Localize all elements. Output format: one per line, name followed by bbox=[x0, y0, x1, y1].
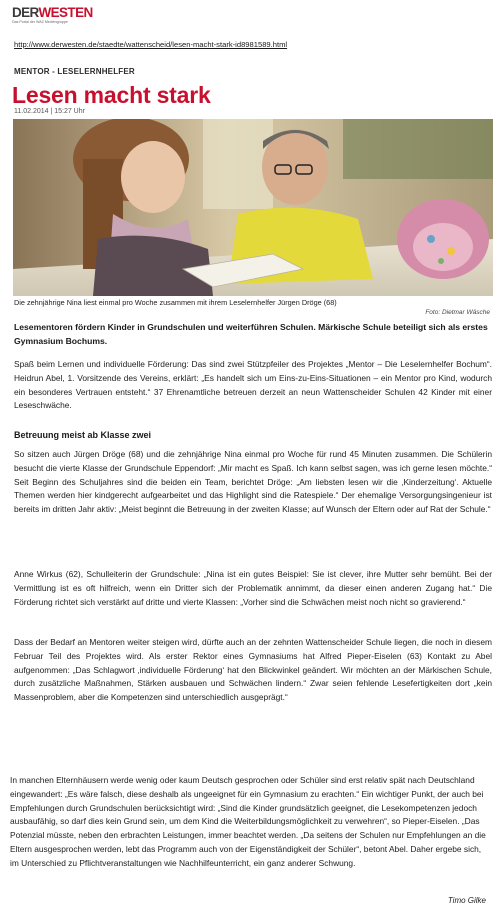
paragraph-5: In manchen Elternhäusern werde wenig oder kaum Deutsch gesprochen oder Schüler sind erst relativ spät nach Deutschland eingewandert: „Es wäre falsch, diese deshalb als ungeeignet für ein Gymnasium zu erachten.“ Ein wichtiger Punkt, der auch bei Empfehlungen durch Grundschulen berücksichtigt wird: „Sind die Kinder grundsätzlich geeignet, die Lesekompetenzen jedoch ausbaufähig, so darf dies kein Grund sein, um dem Kind die Weiterbildungsmöglichkeit zu verwehren“, so Pieper-Eiselen. „Das Potenzial müsste, neben den erbrachten Leistungen, immer beachtet werden. „Da seitens der Schulen nur Empfehlungen an die Eltern ausgesprochen werden, lebt das Programm auch von der Eigenständigkeit der Schüler“, betont Abel. Daher ergebe sich, im Unterschied zu Pflichtveranstaltungen wie Nachhilfeunterricht, ein ganz anderer Schwung. bbox=[10, 775, 486, 868]
article-author: Timo Gilke bbox=[447, 896, 486, 905]
logo-tagline: Das Portal der WAZ Mediengruppe bbox=[12, 20, 68, 24]
logo-part-2: WESTEN bbox=[38, 5, 93, 20]
article-date: 11.02.2014 | 15:27 Uhr bbox=[14, 108, 85, 115]
logo[interactable] bbox=[12, 6, 96, 24]
logo-part-1: DER bbox=[12, 5, 39, 20]
article-photo bbox=[13, 119, 493, 296]
paragraph-2: So sitzen auch Jürgen Dröge (68) und die zehnjährige Nina einmal pro Woche für rund 45 Minuten zusammen. Die Schülerin besucht die vierte Klasse der Grundschule Eppendorf: „Mir macht es Spaß. Ich kann selbst sagen, was ich gerne lesen möchte.“ Seit Beginn des Schuljahres sind die beiden ein Team, berichtet Dröge: „Am liebsten lesen wir die ‚Kinderzeitung‘. Aktuelle Themen werden hier kindgerecht aufgearbeitet und das Highlight sind die Ratespiele.“ Der ehemalige Versorgungsingenieur ist bereits im dritten Jahr aktiv: „Meist beginnt die Betreuung in der zweiten Klasse; auf Wunsch der Eltern oder auf Rat der Schule.“ bbox=[14, 449, 492, 515]
logo-wordmark bbox=[12, 6, 96, 20]
paragraph-1: Spaß beim Lernen und individuelle Förderung: Das sind zwei Stützpfeiler des Projektes „Mentor – Die Leselernhelfer Bochum“. Heidrun Abel, 1. Vorsitzende des Vereins, erklärt: „Es handelt sich um Eins-zu-Eins-Situationen – ein Mentor pro Kind, wodurch ein besonderes Vertrauen entsteht.“ 37 Ehrenamtliche betreuen derzeit an neun Wattenscheider Schulen 42 Kinder mit einer Leseschwäche. bbox=[14, 359, 492, 411]
article-kicker: MENTOR - LESELERNHELFER bbox=[14, 67, 135, 76]
photo-caption: Die zehnjährige Nina liest einmal pro Woche zusammen mit ihrem Leselernhelfer Jürgen Dröge (68) bbox=[14, 298, 337, 307]
photo-credit: Foto: Dietmar Wäsche bbox=[425, 309, 490, 316]
source-url-link[interactable]: http://www.derwesten.de/staedte/wattenscheid/lesen-macht-stark-id8981589.html bbox=[14, 40, 288, 49]
article-lead: Lesementoren fördern Kinder in Grundschulen und weiterführen Schulen. Märkische Schule beteiligt sich als erstes Gymnasium Bochums. bbox=[14, 322, 488, 346]
article-title: Lesen macht stark bbox=[12, 82, 211, 108]
section-heading: Betreuung meist ab Klasse zwei bbox=[14, 430, 152, 440]
paragraph-4: Dass der Bedarf an Mentoren weiter steigen wird, dürfte auch an der zehnten Wattenscheider Schule liegen, die noch in diesem Februar Teil des Projektes wird. Als erster Rektor eines Gymnasiums hat Alfred Pieper-Eiselen (63) Kontakt zu Abel aufgenommen: „Das Schlagwort ‚individuelle Förderung‘ hat den Blickwinkel geändert. Wir möchten an der Märkischen Schule, durch zusätzliche Maßnahmen, Stärken ausbauen und Schwächen lindern.“ Zwar seien fehlende Lesefertigkeiten dort „kein Massenproblem, aber die Kompetenzen sind unterschiedlich ausgeprägt.“ bbox=[14, 637, 492, 703]
paragraph-3: Anne Wirkus (62), Schulleiterin der Grundschule: „Nina ist ein gutes Beispiel: Sie ist clever, ihre Mutter sehr bemüht. Bei der Vermittlung ist es oft hilfreich, wenn ein Dritter sich der Problematik annimmt, da dieser einen anderen Zugang hat.“ Die Förderung richtet sich verstärkt auf dritte und vierte Klassen: „Vorher sind die Schwächen meist noch nicht so gravierend.“ bbox=[14, 569, 492, 607]
